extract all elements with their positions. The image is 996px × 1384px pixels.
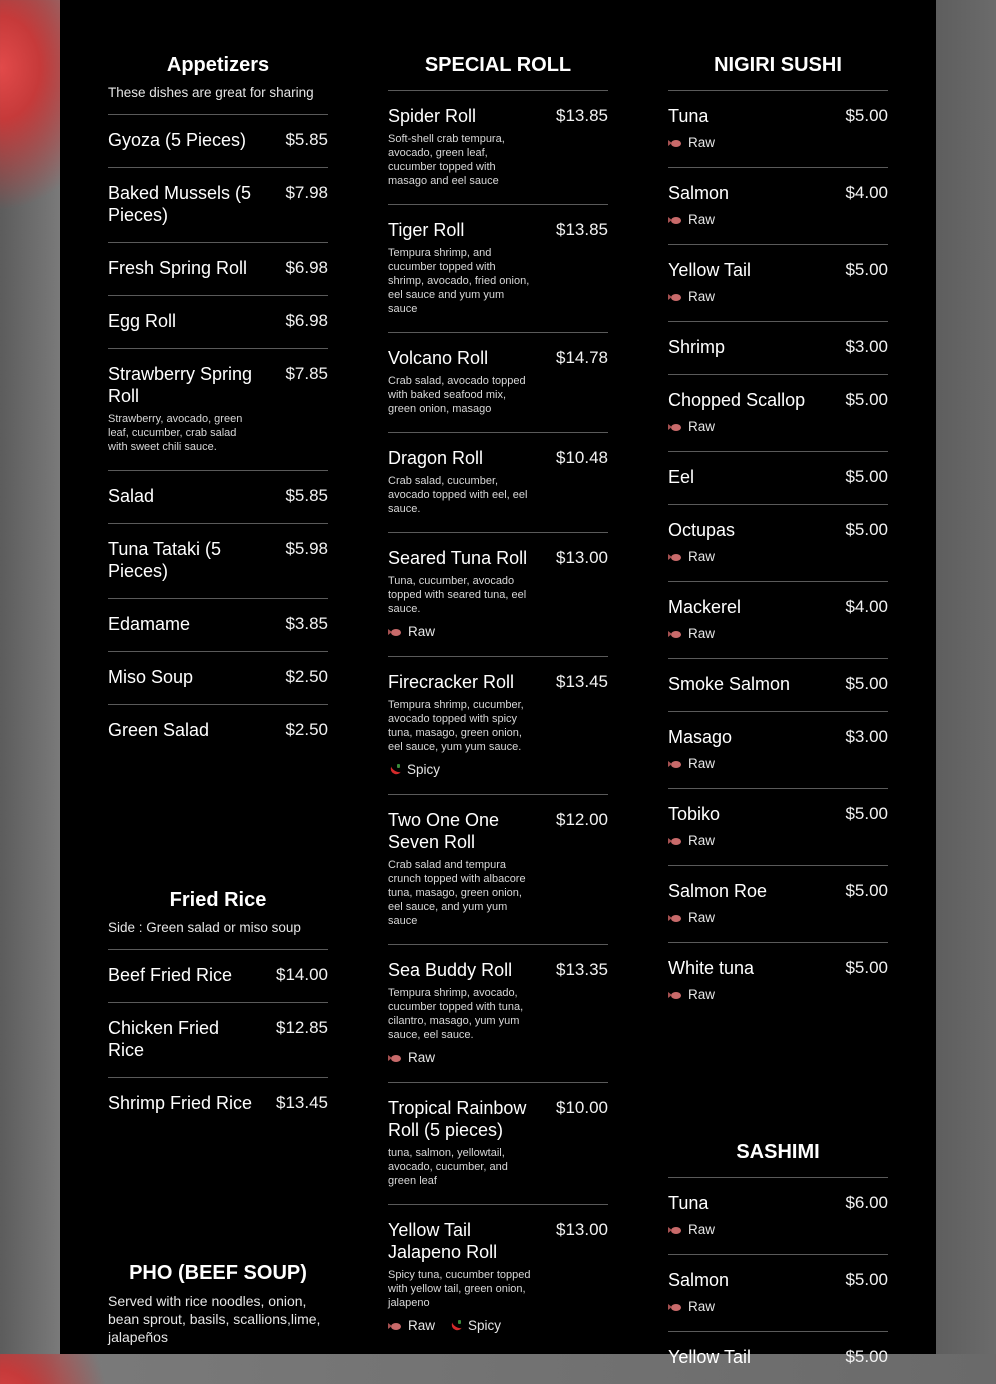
menu-item <box>108 295 328 348</box>
section-title: Fried Rice <box>169 889 267 911</box>
menu-item-name: Seared Tuna Roll <box>388 548 528 568</box>
menu-item-price: $4.00 <box>845 183 888 202</box>
menu-item-price: $5.00 <box>845 674 888 693</box>
menu-item-tags <box>388 1050 608 1066</box>
menu-item-price: $12.85 <box>276 1018 328 1037</box>
menu-item-name: Gyoza (5 Pieces) <box>108 130 247 150</box>
menu-item-price: $4.00 <box>845 597 888 616</box>
spicy-tag <box>449 1318 501 1334</box>
fish-icon <box>388 1322 402 1331</box>
menu-item-row <box>388 671 608 693</box>
menu-item-description: Crab salad, avocado topped with baked seafood mix, green onion, masago <box>388 375 526 415</box>
raw-tag <box>668 1299 715 1315</box>
menu-item-name: Salmon <box>668 1270 730 1290</box>
menu-item-row <box>108 182 328 226</box>
menu-item <box>668 451 888 504</box>
menu-item-name: Tuna Tataki (5 Pieces) <box>108 539 222 581</box>
section-appetizers <box>108 52 328 757</box>
menu-item-name: Salmon <box>668 183 730 203</box>
menu-item <box>388 204 608 332</box>
fish-icon <box>668 423 682 432</box>
menu-item-row <box>668 336 888 358</box>
menu-item-price: $10.48 <box>556 448 608 467</box>
menu-item <box>668 658 888 711</box>
tag-label: Raw <box>408 624 436 639</box>
menu-item <box>388 944 608 1082</box>
menu-item-name: Fresh Spring Roll <box>108 258 248 278</box>
menu-item-price: $13.85 <box>556 220 608 239</box>
section-title: NIGIRI SUSHI <box>714 54 842 76</box>
fish-icon <box>668 914 682 923</box>
menu-item-tags <box>668 1299 888 1315</box>
section-subtitle: Side : Green salad or miso soup <box>108 920 301 935</box>
tag-label: Raw <box>688 910 716 925</box>
raw-tag <box>668 289 715 305</box>
menu-item-price: $2.50 <box>285 720 328 739</box>
menu-item-price: $12.00 <box>556 810 608 829</box>
menu-item-price: $5.00 <box>845 1270 888 1289</box>
menu-item-row <box>668 466 888 488</box>
menu-item-row <box>388 447 608 469</box>
section-title: SPECIAL ROLL <box>424 54 572 76</box>
tag-label: Raw <box>688 987 716 1002</box>
item-list <box>108 114 328 757</box>
tag-label: Raw <box>688 549 716 564</box>
menu-item <box>668 90 888 167</box>
menu-item <box>108 523 328 598</box>
menu-item <box>668 1254 888 1331</box>
menu-item-name: Beef Fried Rice <box>108 965 233 985</box>
fish-icon <box>388 1054 402 1063</box>
section-sashimi <box>668 1139 888 1384</box>
tag-label: Raw <box>408 1318 436 1333</box>
menu-item-row <box>668 182 888 204</box>
menu-item-row <box>108 1017 328 1061</box>
menu-item-tags <box>668 549 888 565</box>
menu-item-description: Tempura shrimp, and cucumber topped with shrimp, avocado, fried onion, eel sauce and yum yum sauce <box>388 247 530 315</box>
raw-tag <box>668 756 715 772</box>
menu-item-name: Yellow Tail Jalapeno Roll <box>388 1220 498 1262</box>
menu-item-row <box>108 964 328 986</box>
menu-item <box>668 711 888 788</box>
menu-item-row <box>668 880 888 902</box>
menu-item-price: $13.45 <box>556 672 608 691</box>
menu-item <box>668 1331 888 1384</box>
menu-item-row <box>388 347 608 369</box>
menu-item-name: Green Salad <box>108 720 210 740</box>
menu-item-price: $5.00 <box>845 467 888 486</box>
menu-item-row <box>668 726 888 748</box>
menu-item-description: Tuna, cucumber, avocado topped with seared tuna, eel sauce. <box>388 575 527 615</box>
menu-item <box>668 1177 888 1254</box>
menu-item <box>388 1082 608 1204</box>
menu-column-3 <box>668 52 888 1384</box>
section-subtitle: Served with rice noodles, onion, bean sprout, basils, scallions,lime, jalapeños <box>108 1293 321 1345</box>
menu-item-price: $6.98 <box>285 258 328 277</box>
menu-item <box>668 167 888 244</box>
tag-label: Raw <box>688 626 716 641</box>
menu-item-name: Salad <box>108 486 155 506</box>
menu-item-price: $3.85 <box>285 614 328 633</box>
menu-item-price: $13.35 <box>556 960 608 979</box>
menu-item-row <box>388 1097 608 1141</box>
menu-item-description: Crab salad and tempura crunch topped with albacore tuna, masago, green onion, eel sauce, and yum yum sauce <box>388 859 526 927</box>
menu-item-row <box>668 519 888 541</box>
menu-item-name: Mackerel <box>668 597 742 617</box>
menu-item-name: Tuna <box>668 106 709 126</box>
fish-icon <box>668 1303 682 1312</box>
menu-item-name: Tropical Rainbow Roll (5 pieces) <box>388 1098 527 1140</box>
section-subtitle: These dishes are great for sharing <box>108 85 314 100</box>
menu-item-row <box>668 259 888 281</box>
tag-label: Raw <box>688 212 716 227</box>
fish-icon <box>668 293 682 302</box>
menu-item-row <box>668 596 888 618</box>
raw-tag <box>388 1050 435 1066</box>
menu-item <box>388 532 608 656</box>
menu-item-row <box>388 219 608 241</box>
menu-item-name: Two One One Seven Roll <box>388 810 500 852</box>
tag-label: Spicy <box>468 1318 502 1333</box>
item-list <box>668 90 888 1019</box>
menu-item-price: $7.85 <box>285 364 328 383</box>
section-nigiri-sushi <box>668 52 888 1019</box>
menu-item-row <box>388 105 608 127</box>
menu-item-name: Volcano Roll <box>388 348 489 368</box>
menu-item <box>108 348 328 470</box>
fish-icon <box>388 628 402 637</box>
menu-item-name: Smoke Salmon <box>668 674 791 694</box>
menu-item-row <box>108 538 328 582</box>
menu-item-description: Tempura shrimp, cucumber, avocado topped with spicy tuna, masago, green onion, eel sauce, yum yum sauce. <box>388 699 524 753</box>
menu-item-row <box>668 957 888 979</box>
menu-item-description: Crab salad, cucumber, avocado topped with eel, eel sauce. <box>388 475 528 515</box>
raw-tag <box>668 212 715 228</box>
menu-item-name: Yellow Tail <box>668 260 752 280</box>
raw-tag <box>388 624 435 640</box>
fish-icon <box>668 760 682 769</box>
menu-item-price: $5.00 <box>845 260 888 279</box>
menu-item-row <box>108 485 328 507</box>
menu-item-tags <box>668 756 888 772</box>
menu-item <box>388 432 608 532</box>
tag-label: Raw <box>688 1299 716 1314</box>
raw-tag <box>668 1222 715 1238</box>
menu-item-row <box>388 809 608 853</box>
menu-item-row <box>388 1219 608 1263</box>
item-list <box>668 1177 888 1384</box>
menu-item-name: Eel <box>668 467 695 487</box>
menu-item-row <box>668 1192 888 1214</box>
menu-item-description: Tempura shrimp, avocado, cucumber topped with tuna, cilantro, masago, yum yum sauce, eel sauce. <box>388 987 524 1041</box>
menu-item <box>108 651 328 704</box>
menu-item-price: $5.00 <box>845 520 888 539</box>
menu-item-price: $5.85 <box>285 130 328 149</box>
tag-label: Raw <box>688 135 716 150</box>
menu-item-name: Sea Buddy Roll <box>388 960 513 980</box>
menu-item-name: Yellow Tail <box>668 1347 752 1367</box>
menu-item-row <box>668 803 888 825</box>
menu-item-price: $13.45 <box>276 1093 328 1112</box>
background-right <box>936 0 996 1354</box>
menu-item-row <box>668 1346 888 1368</box>
menu-item-price: $14.78 <box>556 348 608 367</box>
menu-item-price: $5.85 <box>285 486 328 505</box>
menu-item-name: Firecracker Roll <box>388 672 515 692</box>
menu-item <box>108 1077 328 1130</box>
menu-item <box>108 598 328 651</box>
raw-tag <box>668 419 715 435</box>
menu-item <box>668 244 888 321</box>
menu-item-tags <box>668 1222 888 1238</box>
menu-item-description: Soft-shell crab tempura, avocado, green leaf, cucumber topped with masago and eel sauce <box>388 133 505 187</box>
menu-item <box>668 581 888 658</box>
tag-label: Raw <box>688 756 716 771</box>
menu-item-name: Chicken Fried Rice <box>108 1018 220 1060</box>
menu-item-tags <box>388 624 608 640</box>
menu-item <box>388 1204 608 1350</box>
menu-item-tags <box>668 135 888 151</box>
raw-tag <box>668 626 715 642</box>
menu-item-tags <box>668 212 888 228</box>
menu-item-price: $5.00 <box>845 881 888 900</box>
menu-item-row <box>668 673 888 695</box>
raw-tag <box>668 833 715 849</box>
fish-icon <box>668 139 682 148</box>
menu-item-tags <box>668 910 888 926</box>
menu-item <box>668 504 888 581</box>
menu-item-row <box>108 719 328 741</box>
section-fried-rice <box>108 887 328 1130</box>
menu-item-price: $2.50 <box>285 667 328 686</box>
menu-item-name: Dragon Roll <box>388 448 484 468</box>
menu-item-price: $5.00 <box>845 1347 888 1366</box>
menu-item-price: $13.00 <box>556 1220 608 1239</box>
menu-item-price: $13.00 <box>556 548 608 567</box>
menu-item-row <box>668 105 888 127</box>
menu-item-name: Miso Soup <box>108 667 194 687</box>
menu-item-description: Spicy tuna, cucumber topped with yellow tail, green onion, jalapeno <box>388 1269 531 1309</box>
menu-item-price: $3.00 <box>845 337 888 356</box>
raw-tag <box>668 910 715 926</box>
tag-label: Raw <box>688 289 716 304</box>
spicy-tag <box>388 762 440 778</box>
menu-item <box>108 949 328 1002</box>
section-title: PHO (BEEF SOUP) <box>129 1262 307 1284</box>
menu-item-description: Strawberry, avocado, green leaf, cucumber, crab salad with sweet chili sauce. <box>108 413 243 453</box>
menu-item-price: $5.00 <box>845 804 888 823</box>
menu-item-name: Salmon Roe <box>668 881 768 901</box>
menu-item-name: Edamame <box>108 614 191 634</box>
fish-icon <box>668 991 682 1000</box>
menu-item-name: Masago <box>668 727 733 747</box>
menu-item <box>668 788 888 865</box>
menu-item-name: Octupas <box>668 520 736 540</box>
menu-item-name: Baked Mussels (5 Pieces) <box>108 183 252 225</box>
section-title: SASHIMI <box>736 1141 820 1163</box>
menu-item-price: $3.00 <box>845 727 888 746</box>
menu-item-price: $13.85 <box>556 106 608 125</box>
menu-item-price: $5.98 <box>285 539 328 558</box>
menu-item-price: $5.00 <box>845 106 888 125</box>
menu-item-row <box>108 1092 328 1114</box>
menu-item-description: tuna, salmon, yellowtail, avocado, cucumber, and green leaf <box>388 1147 508 1187</box>
tag-label: Spicy <box>407 762 441 777</box>
menu-item-price: $5.00 <box>845 958 888 977</box>
menu-item-row <box>108 310 328 332</box>
menu-column-2 <box>388 52 608 1350</box>
menu-item-price: $6.00 <box>845 1193 888 1212</box>
menu-item-tags <box>388 1318 608 1334</box>
menu-panel <box>60 0 936 1367</box>
menu-item-tags <box>668 419 888 435</box>
menu-item-name: Spider Roll <box>388 106 477 126</box>
menu-item-name: Tobiko <box>668 804 721 824</box>
menu-item-price: $5.00 <box>845 390 888 409</box>
menu-item-price: $14.00 <box>276 965 328 984</box>
menu-item-price: $7.98 <box>285 183 328 202</box>
menu-item <box>668 321 888 374</box>
chili-pepper-icon <box>388 764 401 777</box>
menu-item-row <box>668 1269 888 1291</box>
menu-column-1 <box>108 52 328 1358</box>
menu-item <box>388 90 608 204</box>
menu-item-row <box>108 666 328 688</box>
menu-item-row <box>108 613 328 635</box>
menu-item-tags <box>668 289 888 305</box>
menu-item-name: White tuna <box>668 958 755 978</box>
menu-item-row <box>668 389 888 411</box>
menu-item <box>108 470 328 523</box>
menu-item <box>108 1002 328 1077</box>
menu-item <box>668 374 888 451</box>
menu-item-tags <box>388 762 608 778</box>
raw-tag <box>668 987 715 1003</box>
menu-item-tags <box>668 987 888 1003</box>
menu-item-tags <box>668 626 888 642</box>
section-title: Appetizers <box>166 54 270 76</box>
menu-item-price: $10.00 <box>556 1098 608 1117</box>
menu-item-row <box>108 363 328 407</box>
menu-item-row <box>388 547 608 569</box>
menu-item-name: Tiger Roll <box>388 220 465 240</box>
section-pho <box>108 1260 328 1346</box>
menu-item-name: Chopped Scallop <box>668 390 806 410</box>
chili-pepper-icon <box>449 1320 462 1333</box>
menu-item-row <box>108 257 328 279</box>
menu-item <box>668 865 888 942</box>
tag-label: Raw <box>408 1050 436 1065</box>
tag-label: Raw <box>688 419 716 434</box>
menu-item-tags <box>668 833 888 849</box>
menu-item <box>108 704 328 757</box>
fish-icon <box>668 630 682 639</box>
menu-item-name: Shrimp <box>668 337 726 357</box>
raw-tag <box>668 135 715 151</box>
fish-icon <box>668 553 682 562</box>
menu-item-price: $6.98 <box>285 311 328 330</box>
menu-item-name: Egg Roll <box>108 311 177 331</box>
tag-label: Raw <box>688 833 716 848</box>
menu-item <box>108 242 328 295</box>
fish-icon <box>668 216 682 225</box>
fish-icon <box>668 1226 682 1235</box>
menu-item <box>108 114 328 167</box>
menu-item <box>668 942 888 1019</box>
section-special-roll <box>388 52 608 1350</box>
menu-item <box>108 167 328 242</box>
menu-item-name: Shrimp Fried Rice <box>108 1093 253 1113</box>
menu-item <box>388 656 608 794</box>
fish-icon <box>668 837 682 846</box>
menu-item <box>388 794 608 944</box>
item-list <box>388 90 608 1350</box>
raw-tag <box>668 549 715 565</box>
menu-item <box>388 332 608 432</box>
tag-label: Raw <box>688 1222 716 1237</box>
item-list <box>108 949 328 1130</box>
menu-item-row <box>388 959 608 981</box>
menu-item-name: Tuna <box>668 1193 709 1213</box>
menu-item-row <box>108 129 328 151</box>
raw-tag <box>388 1318 435 1334</box>
menu-item-name: Strawberry Spring Roll <box>108 364 253 406</box>
